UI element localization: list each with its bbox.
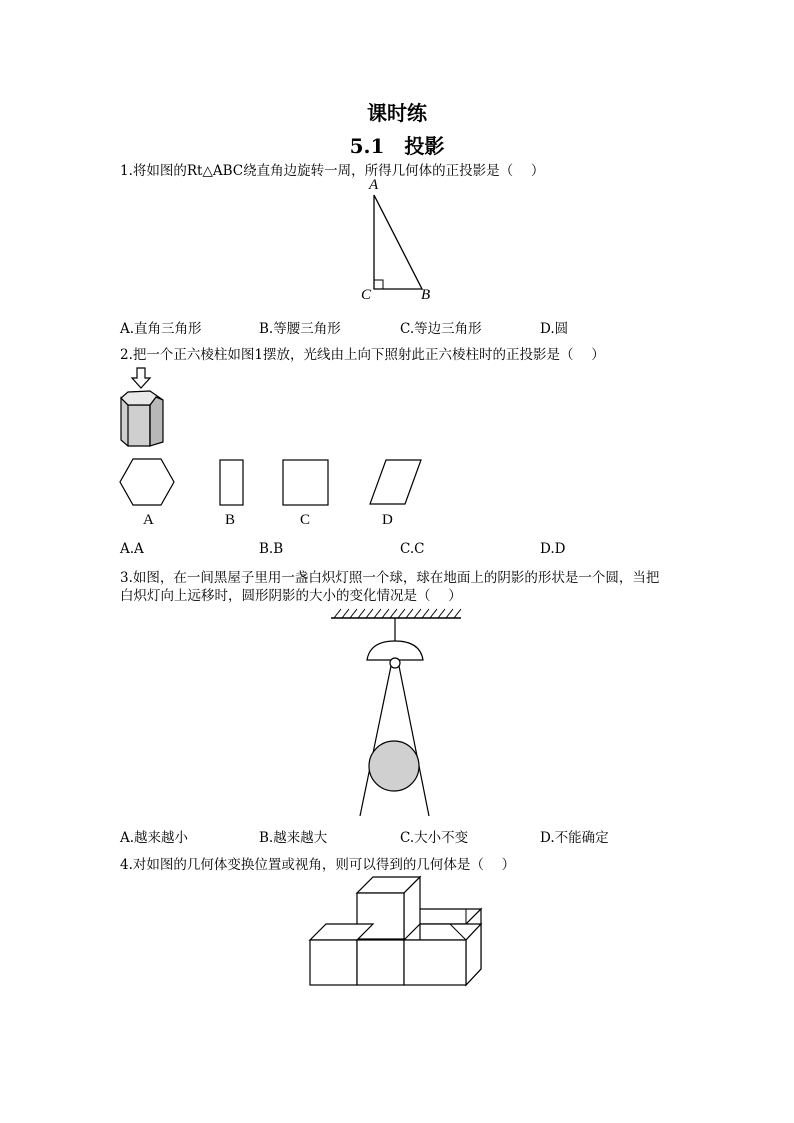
q1-option-d[interactable]: D.圆 xyxy=(540,321,569,337)
q1-vertex-a-label: A xyxy=(369,177,379,193)
q1-vertex-c-label: C xyxy=(361,287,372,303)
q1-option-b[interactable]: B.等腰三角形 xyxy=(259,321,341,337)
question-3-text-line2: 白炽灯向上远移时，圆形阴影的大小的变化情况是（ ） xyxy=(120,588,462,604)
q1-option-c[interactable]: C.等边三角形 xyxy=(400,321,482,337)
question-2-text: 2.把一个正六棱柱如图1摆放，光线由上向下照射此正六棱柱时的正投影是（ ） xyxy=(120,347,605,363)
page-title: 课时练 xyxy=(367,101,427,125)
q2-shape-label-b: B xyxy=(225,512,236,528)
q3-option-b[interactable]: B.越来越大 xyxy=(259,830,328,846)
q3-option-d[interactable]: D.不能确定 xyxy=(540,830,609,846)
question-4-text: 4.对如图的几何体变换位置或视角，则可以得到的几何体是（ ） xyxy=(120,857,516,873)
q1-vertex-b-label: B xyxy=(421,287,431,303)
q1-option-a[interactable]: A.直角三角形 xyxy=(120,321,202,337)
q2-shape-label-d: D xyxy=(382,512,393,528)
question-1-text: 1.将如图的Rt△ABC绕直角边旋转一周，所得几何体的正投影是（ ） xyxy=(120,163,545,179)
q3-option-a[interactable]: A.越来越小 xyxy=(120,830,189,846)
q2-option-b[interactable]: B.B xyxy=(259,541,284,557)
question-3-text-line1: 3.如图，在一间黑屋子里用一盏白炽灯照一个球，球在地面上的阴影的形状是一个圆，当把 xyxy=(120,570,660,586)
q2-shape-label-a: A xyxy=(143,512,154,528)
section-title: 5.1 投影 xyxy=(349,134,445,158)
q3-option-c[interactable]: C.大小不变 xyxy=(400,830,469,846)
q2-shape-label-c: C xyxy=(300,512,311,528)
q2-option-d[interactable]: D.D xyxy=(540,541,566,557)
q2-option-c[interactable]: C.C xyxy=(400,541,425,557)
q2-option-a[interactable]: A.A xyxy=(120,541,144,557)
